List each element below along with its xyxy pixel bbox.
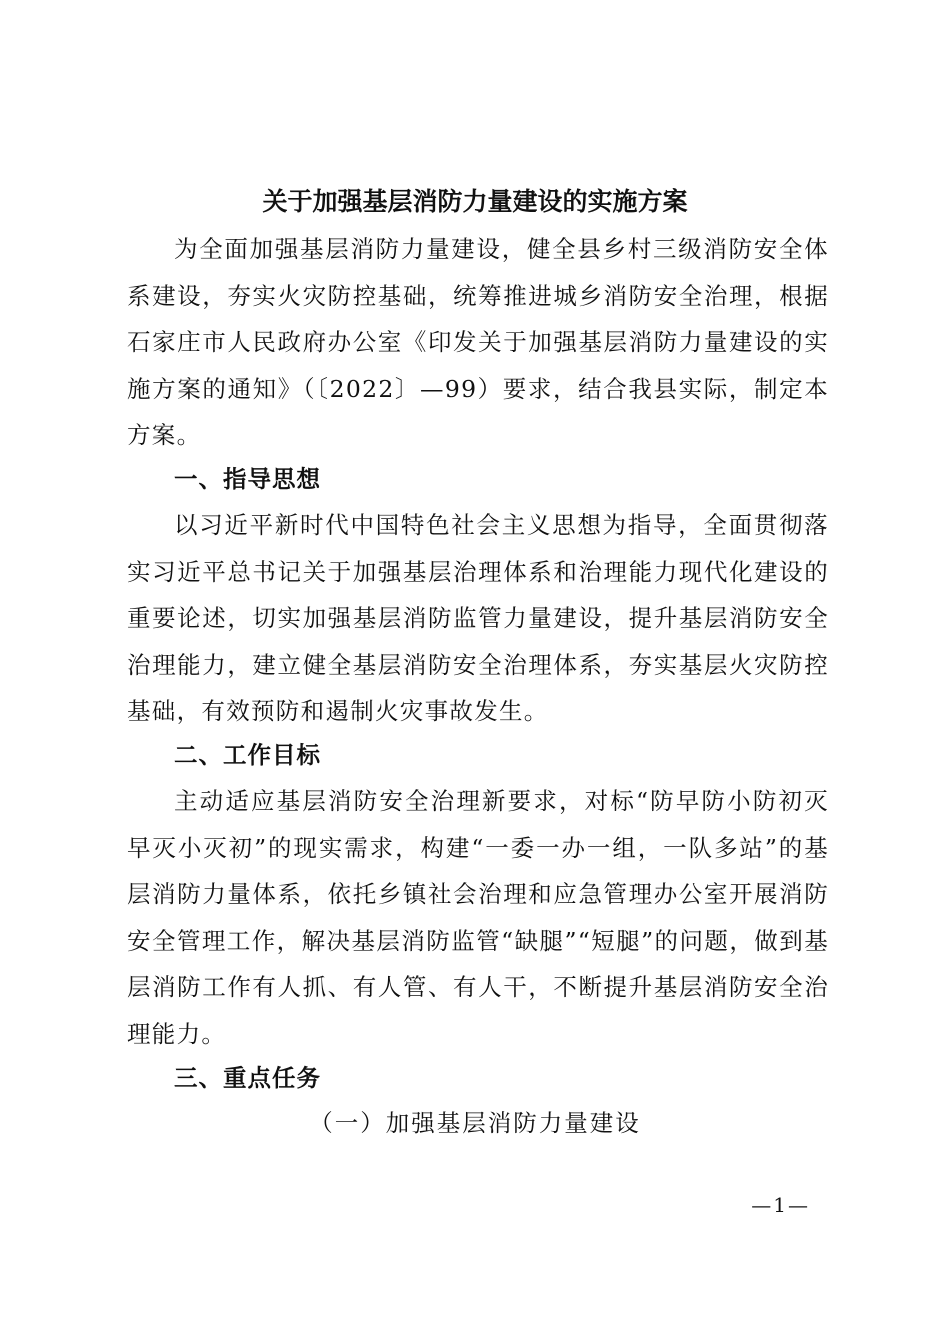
page-number: —1— xyxy=(751,1193,810,1217)
section-heading-key-tasks: 三、重点任务 xyxy=(174,1064,321,1092)
section-heading-guiding-ideology: 一、指导思想 xyxy=(174,465,321,493)
section-heading-work-goals: 二、工作目标 xyxy=(174,741,321,769)
subsection-heading-strengthen-forces: （一）加强基层消防力量建设 xyxy=(309,1109,641,1137)
document-title: 关于加强基层消防力量建设的实施方案 xyxy=(262,187,688,216)
intro-paragraph: 为全面加强基层消防力量建设，健全县乡村三级消防安全体系建设，夯实火灾防控基础，统筹推进城乡消防安全治理，根据石家庄市人民政府办公室《印发关于加强基层消防力量建设的实施方案的通知》（〔2022〕—99）要求，结合我县实际，制定本方案。 xyxy=(127,235,829,449)
section-body-work-goals: 主动适应基层消防安全治理新要求，对标“防早防小防初灭早灭小灭初”的现实需求，构建“一委一办一组，一队多站”的基层消防力量体系，依托乡镇社会治理和应急管理办公室开展消防安全管理工作，解决基层消防监管“缺腿”“短腿”的问题，做到基层消防工作有人抓、有人管、有人干，不断提升基层消防安全治理能力。 xyxy=(127,787,829,1048)
section-body-guiding-ideology: 以习近平新时代中国特色社会主义思想为指导，全面贯彻落实习近平总书记关于加强基层治理体系和治理能力现代化建设的重要论述，切实加强基层消防监管力量建设，提升基层消防安全治理能力，建立健全基层消防安全治理体系，夯实基层火灾防控基础，有效预防和遏制火灾事故发生。 xyxy=(127,511,829,725)
